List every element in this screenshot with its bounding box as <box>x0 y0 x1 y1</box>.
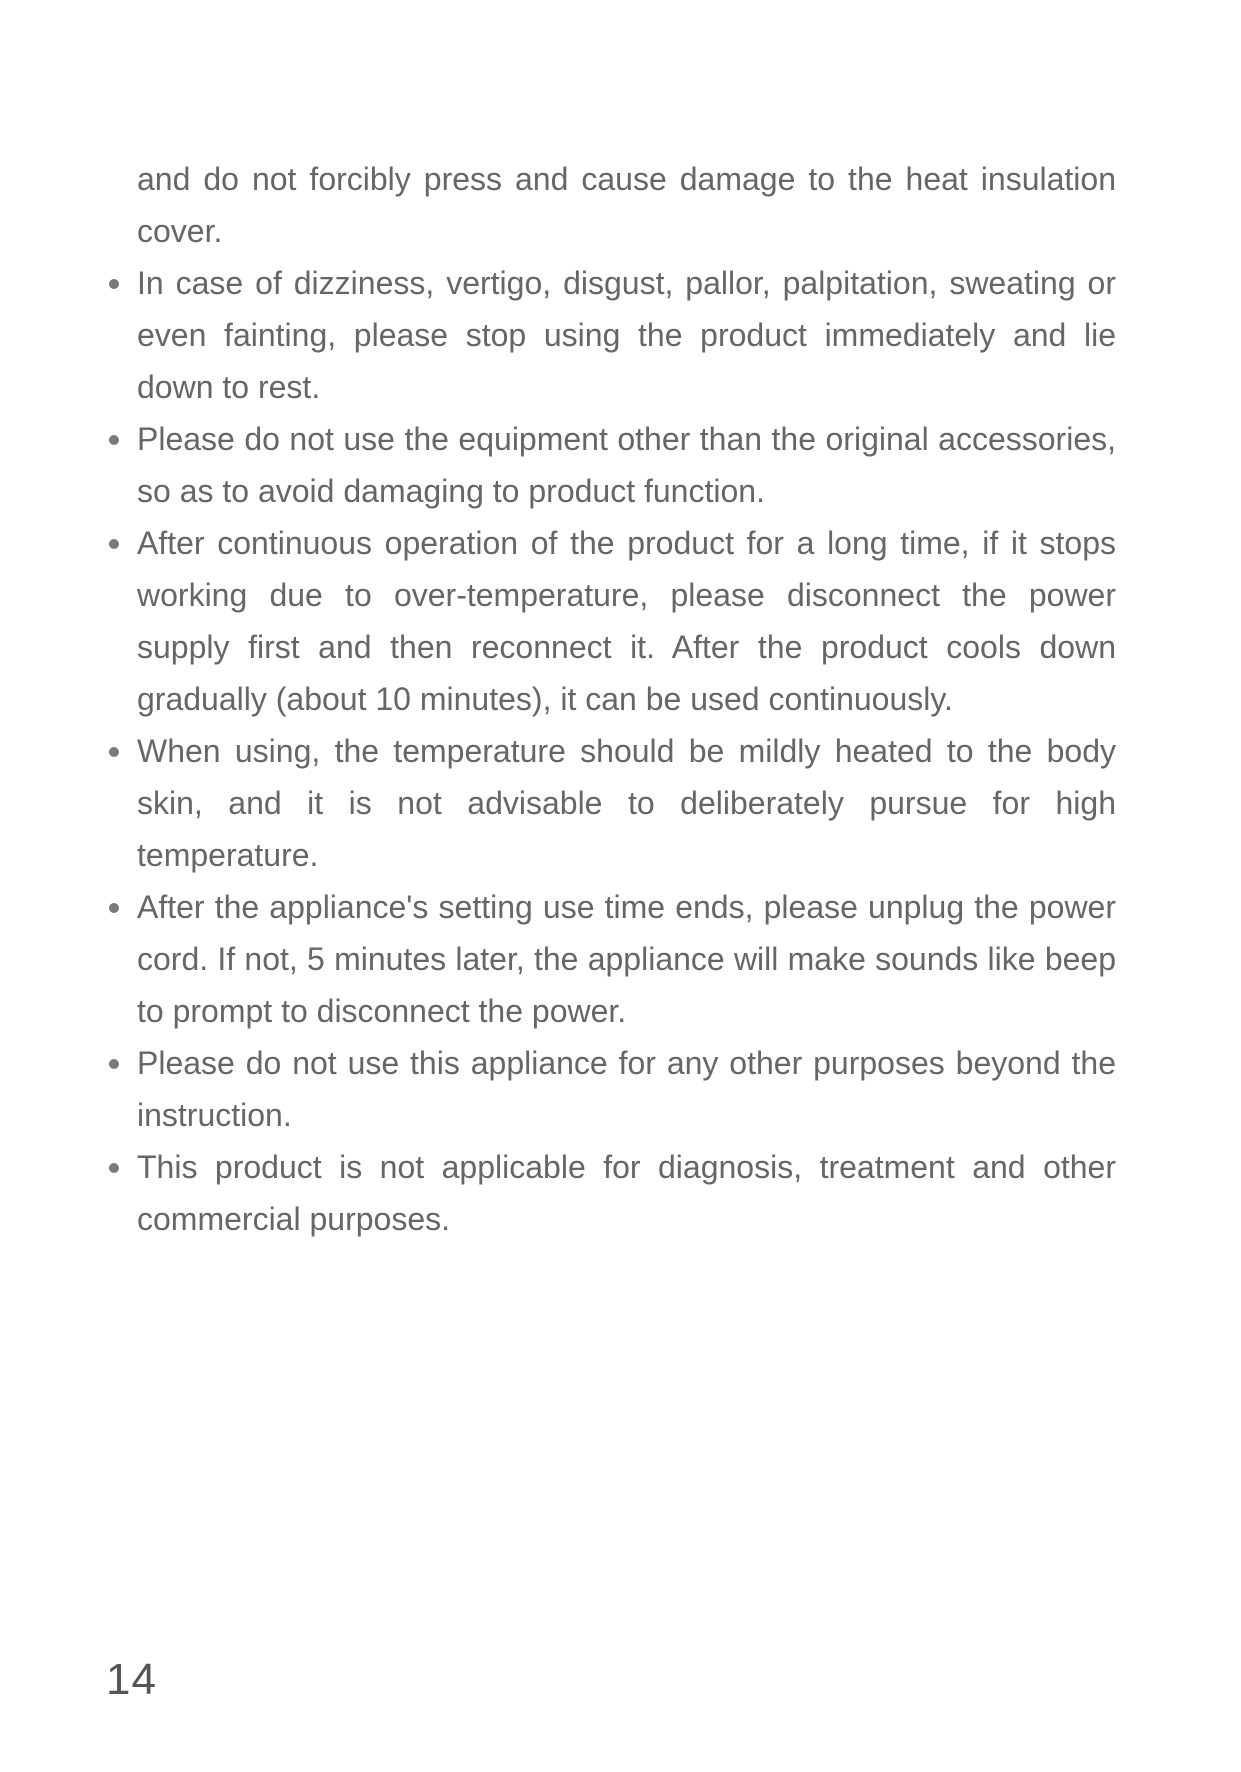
page-content <box>106 153 1116 1245</box>
list-item <box>106 1037 1116 1141</box>
bullet-icon <box>109 747 119 757</box>
precautions-list <box>106 257 1116 1245</box>
page-number: 14 <box>106 1655 157 1704</box>
list-item-text: Please do not use this appliance for any other purposes beyond the instruction. <box>137 1045 1116 1133</box>
continuation-paragraph: and do not forcibly press and cause damage to the heat insulation cover. <box>137 161 1116 249</box>
list-item <box>106 725 1116 881</box>
bullet-icon <box>109 279 119 289</box>
list-item <box>106 881 1116 1037</box>
list-item <box>106 517 1116 725</box>
list-item-text: Please do not use the equipment other than the original accessories, so as to avoid damaging to product function. <box>137 421 1116 509</box>
list-item <box>106 1141 1116 1245</box>
list-item-text: When using, the temperature should be mildly heated to the body skin, and it is not advisable to deliberately pursue for high temperature. <box>137 733 1116 873</box>
list-item-text: This product is not applicable for diagnosis, treatment and other commercial purposes. <box>137 1149 1116 1237</box>
bullet-icon <box>109 1059 119 1069</box>
list-item-text: In case of dizziness, vertigo, disgust, pallor, palpitation, sweating or even fainting, please stop using the product immediately and lie down to rest. <box>137 265 1116 405</box>
list-item <box>106 257 1116 413</box>
bullet-icon <box>109 539 119 549</box>
bullet-icon <box>109 1163 119 1173</box>
bullet-icon <box>109 435 119 445</box>
list-item-text: After the appliance's setting use time ends, please unplug the power cord. If not, 5 minutes later, the appliance will make sounds like beep to prompt to disconnect the power. <box>137 889 1116 1029</box>
list-item <box>106 413 1116 517</box>
list-item-text: After continuous operation of the product for a long time, if it stops working due to over-temperature, please disconnect the power supply first and then reconnect it. After the product cools down gradually (about 10 minutes), it can be used continuously. <box>137 525 1116 717</box>
bullet-icon <box>109 903 119 913</box>
